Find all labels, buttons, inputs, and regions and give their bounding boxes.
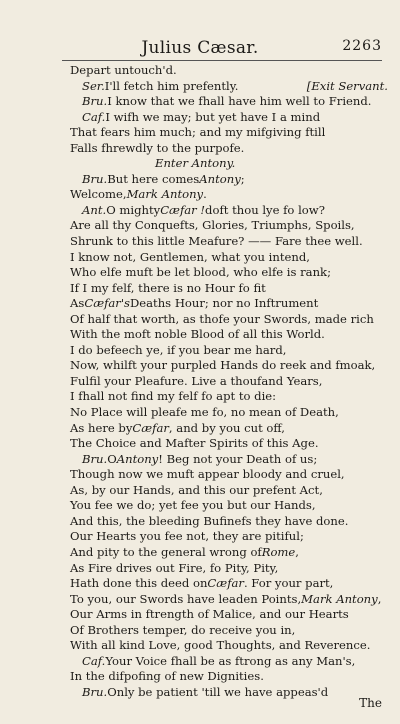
speaker-prefix: Caf. xyxy=(82,653,106,668)
line-text-tail: , xyxy=(295,544,299,559)
italic-name: Cæfar xyxy=(132,420,169,435)
line-text: Hath done this deed on xyxy=(70,576,208,591)
text-line xyxy=(70,281,388,297)
text-line xyxy=(70,389,388,405)
text-line xyxy=(70,623,388,639)
text-line xyxy=(70,203,388,219)
line-text: I'll fetch him prefently. xyxy=(104,78,239,93)
line-text: Welcome, xyxy=(70,187,127,202)
line-text: You fee we do; yet fee you but our Hands, xyxy=(70,498,316,513)
line-text-tail: . xyxy=(203,187,207,202)
play-text xyxy=(70,63,388,700)
line-text: Depart untouch'd. xyxy=(70,63,177,77)
text-line xyxy=(70,94,388,110)
text-line xyxy=(70,218,388,234)
line-text: The Choice and Mafter Spirits of this Age. xyxy=(70,436,319,451)
text-line xyxy=(70,343,388,359)
text-line xyxy=(70,592,388,608)
text-line xyxy=(70,529,388,545)
line-text: To you, our Swords have leaden Points, xyxy=(70,591,302,606)
italic-name: Rome xyxy=(261,544,296,559)
text-line xyxy=(70,514,388,530)
line-text: With the moft noble Blood of all this World. xyxy=(70,327,325,342)
text-line xyxy=(70,685,388,701)
speaker-prefix: Bru. xyxy=(82,451,108,466)
line-text: Our Arms in ftrength of Malice, and our Hearts xyxy=(70,607,349,622)
italic-name: Antony xyxy=(199,171,241,186)
text-line xyxy=(70,125,388,141)
speaker-prefix: Bru. xyxy=(82,94,108,109)
italic-name: Cæfar ! xyxy=(160,202,206,217)
text-line xyxy=(70,172,388,188)
text-line xyxy=(70,79,388,95)
line-text: Of half that worth, as thofe your Swords, made rich xyxy=(70,311,374,326)
line-text: And pity to the general wrong of xyxy=(70,544,262,559)
text-line xyxy=(70,405,388,421)
line-text-tail: Deaths Hour; nor no Inftrument xyxy=(129,296,319,311)
catchword: The xyxy=(359,696,382,710)
text-line xyxy=(70,561,388,577)
text-line xyxy=(70,654,388,670)
stage-direction-exit: [Exit Servant. xyxy=(306,78,388,93)
text-line xyxy=(70,234,388,250)
line-text-tail: , and by you cut off, xyxy=(168,420,285,435)
line-text: O mighty xyxy=(106,202,161,217)
text-line xyxy=(70,576,388,592)
line-text: Your Voice fhall be as ftrong as any Man's, xyxy=(105,653,356,668)
text-line xyxy=(70,374,388,390)
text-line xyxy=(70,296,388,312)
line-text: With all kind Love, good Thoughts, and Reverence. xyxy=(70,638,371,653)
line-text: Only be patient 'till we have appeas'd xyxy=(107,684,329,699)
italic-name: Mark Antony xyxy=(126,187,204,202)
text-line xyxy=(70,110,388,126)
line-text: Are all thy Conquefts, Glories, Triumphs, Spoils, xyxy=(70,218,355,233)
line-text: I fhall not find my felf fo apt to die: xyxy=(70,389,277,404)
line-text: As xyxy=(70,296,85,311)
text-line xyxy=(70,421,388,437)
page-number: 2263 xyxy=(342,38,382,54)
speaker-prefix: Ant. xyxy=(82,202,107,217)
italic-name: Mark Antony xyxy=(301,591,378,606)
line-text: And this, the bleeding Bufinefs they have done. xyxy=(70,513,349,528)
text-line xyxy=(70,498,388,514)
line-text: In the difpofing of new Dignities. xyxy=(70,669,264,684)
text-line xyxy=(70,452,388,468)
line-text: As, by our Hands, and this our prefent Act, xyxy=(70,482,323,497)
speaker-prefix: Ser. xyxy=(82,78,105,93)
stage-direction: Enter Antony. xyxy=(155,156,236,171)
text-line xyxy=(70,187,388,203)
text-line xyxy=(70,63,388,79)
text-line xyxy=(70,358,388,374)
speaker-prefix: Bru. xyxy=(82,171,108,186)
running-title: Julius Cæsar. xyxy=(141,38,259,58)
line-text: I do befeech ye, if you bear me hard, xyxy=(70,342,287,357)
line-text: But here comes xyxy=(107,171,200,186)
line-text: Though now we muft appear bloody and cruel, xyxy=(70,467,345,482)
text-line xyxy=(70,607,388,623)
line-text-tail: doft thou lye fo low? xyxy=(205,202,325,217)
line-text: Our Hearts you fee not, they are pitiful; xyxy=(70,529,304,544)
italic-name: Cæfar's xyxy=(84,296,130,311)
line-text-tail: . For your part, xyxy=(243,576,334,591)
text-line xyxy=(70,156,388,172)
line-text: That fears him much; and my mifgiving ftill xyxy=(70,125,326,140)
line-text-tail: ; xyxy=(240,171,245,186)
text-line xyxy=(70,467,388,483)
speaker-prefix: Caf. xyxy=(82,109,106,124)
speaker-prefix: Bru. xyxy=(82,684,108,699)
text-line xyxy=(70,545,388,561)
text-line xyxy=(70,669,388,685)
italic-name: Antony xyxy=(116,451,159,466)
text-line xyxy=(70,141,388,157)
line-text-tail: , xyxy=(377,591,382,606)
line-text: As here by xyxy=(70,420,133,435)
italic-name: Cæfar xyxy=(207,576,244,591)
text-line xyxy=(70,312,388,328)
line-text: As Fire drives out Fire, fo Pity, Pity, xyxy=(70,560,279,575)
line-text: Who elfe muft be let blood, who elfe is rank; xyxy=(70,265,331,280)
line-text: Falls fhrewdly to the purpofe. xyxy=(70,140,245,155)
text-line xyxy=(70,638,388,654)
line-text: Now, whilft your purpled Hands do reek and fmoak, xyxy=(70,358,376,373)
line-text: I know that we fhall have him well to Friend. xyxy=(107,94,372,109)
line-text: O xyxy=(107,451,117,466)
text-line xyxy=(70,250,388,266)
line-text: Shrunk to this little Meafure? —— Fare thee well. xyxy=(70,234,363,249)
header-rule xyxy=(62,60,382,61)
line-text: Fulfil your Pleafure. Live a thoufand Years, xyxy=(70,373,323,388)
text-line xyxy=(70,265,388,281)
line-text: I know not, Gentlemen, what you intend, xyxy=(70,249,310,264)
line-text-tail: ! Beg not your Death of us; xyxy=(158,451,318,466)
text-line xyxy=(70,436,388,452)
line-text: Of Brothers temper, do receive you in, xyxy=(70,622,296,637)
line-text: I wifh we may; but yet have I a mind xyxy=(105,109,321,124)
text-line xyxy=(70,327,388,343)
text-line xyxy=(70,483,388,499)
line-text: If I my felf, there is no Hour fo fit xyxy=(70,280,266,295)
line-text: No Place will pleafe me fo, no mean of Death, xyxy=(70,405,339,420)
